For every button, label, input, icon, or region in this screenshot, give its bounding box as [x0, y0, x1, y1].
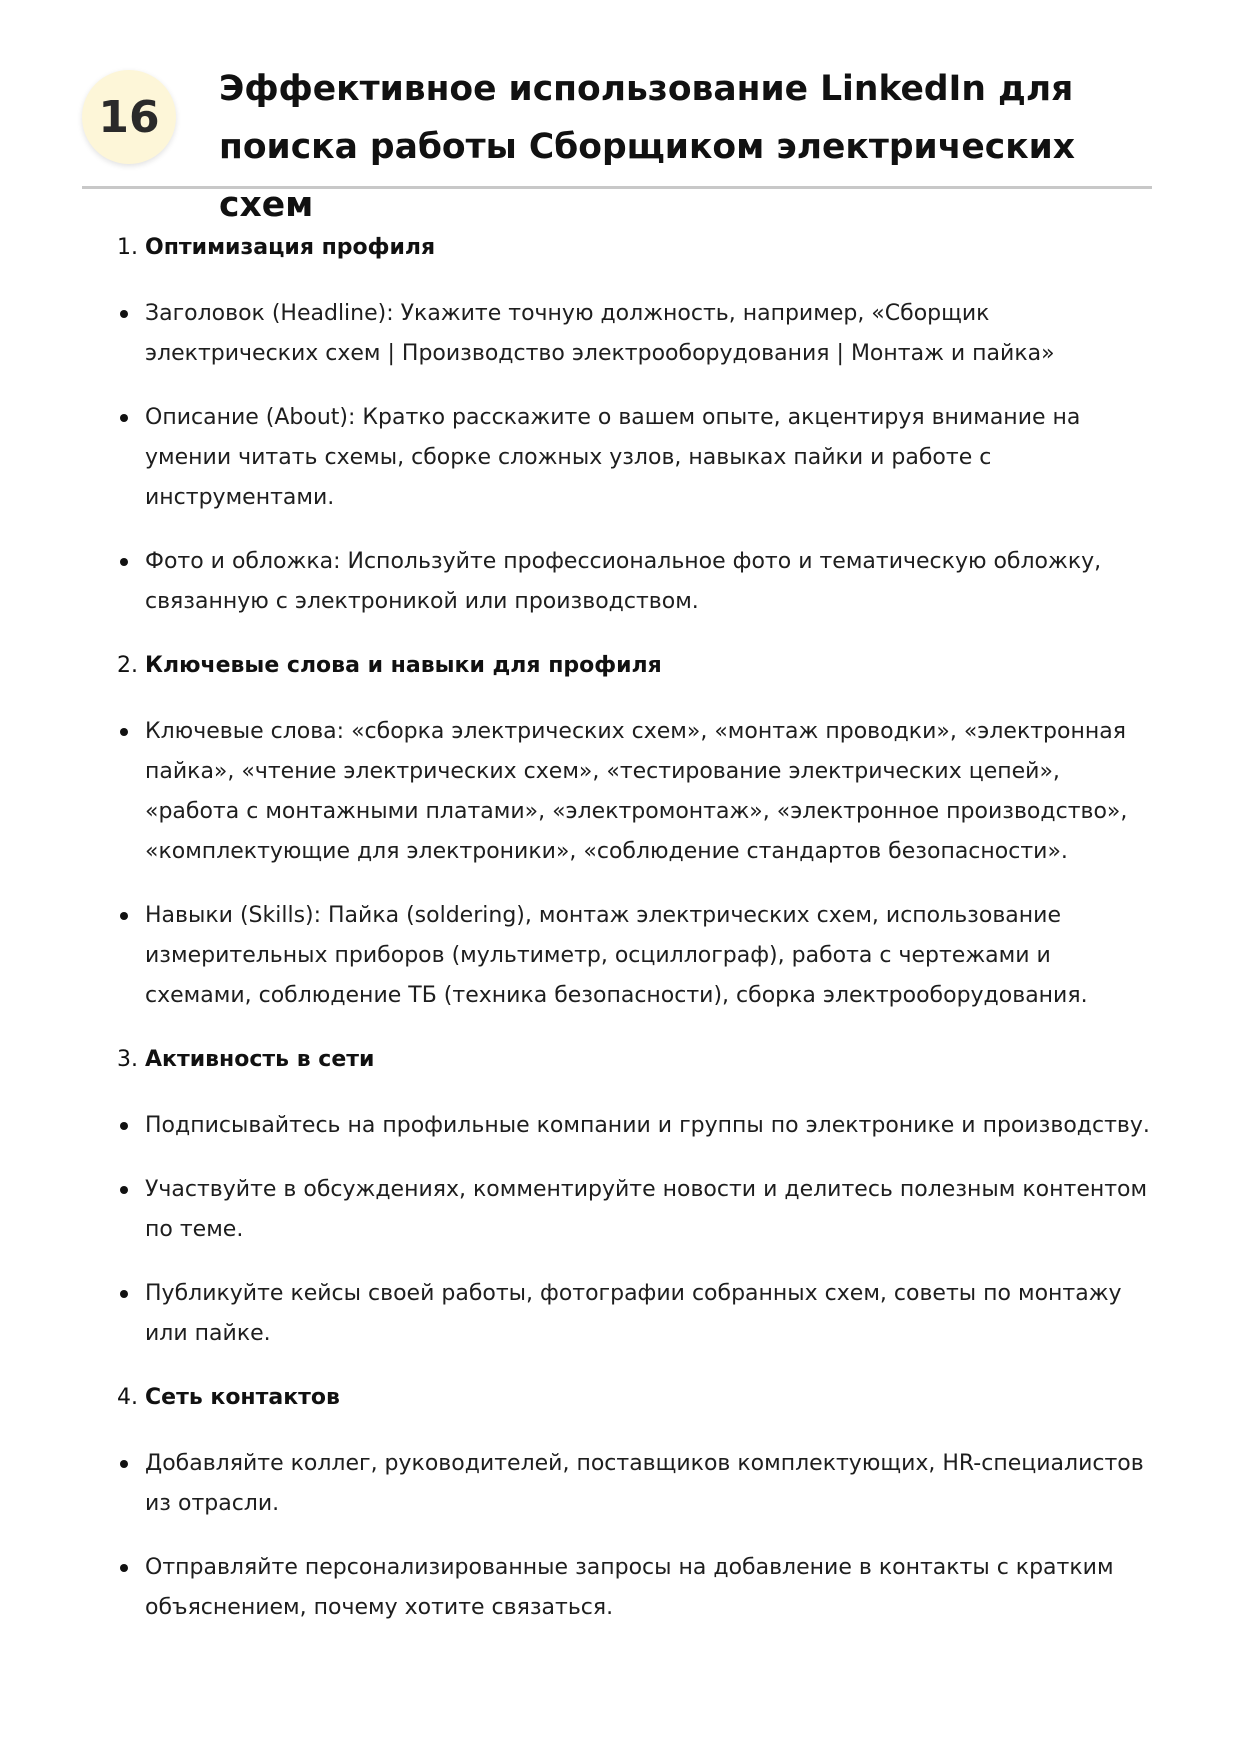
section-heading-text: Активность в сети [145, 1047, 375, 1072]
bullet-icon [120, 1186, 128, 1194]
section-profile-optimization [117, 228, 1155, 622]
list-item-text: Заголовок (Headline): Укажите точную должность, например, «Сборщик электрических схем | Производство электрооборудования | Монтаж и пайка» [145, 301, 1055, 366]
bullet-icon [120, 1564, 128, 1572]
list-item-text: Добавляйте коллег, руководителей, поставщиков комплектующих, HR-специалистов из отрасли. [145, 1451, 1144, 1516]
section-heading [117, 228, 1155, 268]
section-heading [117, 1040, 1155, 1080]
list-item [145, 542, 1155, 622]
list-item [145, 1548, 1155, 1628]
list-item [145, 398, 1155, 518]
chapter-header [82, 60, 1152, 225]
list-item [145, 294, 1155, 374]
list-item-text: Описание (About): Кратко расскажите о вашем опыте, акцентируя внимание на умении читать схемы, сборке сложных узлов, навыках пайки и работе с инструментами. [145, 405, 1081, 510]
section-keywords-skills [117, 646, 1155, 1016]
section-heading-text: Сеть контактов [145, 1385, 340, 1410]
list-item [145, 896, 1155, 1016]
document-body [117, 228, 1155, 1652]
list-item-text: Публикуйте кейсы своей работы, фотографии собранных схем, советы по монтажу или пайке. [145, 1281, 1122, 1346]
section-network-activity [117, 1040, 1155, 1354]
page-title: Эффективное использование LinkedIn для поиска работы Сборщиком электрических схем [219, 69, 1076, 225]
section-heading-text: Ключевые слова и навыки для профиля [145, 653, 662, 678]
section-heading [117, 1378, 1155, 1418]
list-item-text: Отправляйте персонализированные запросы на добавление в контакты с кратким объяснением, почему хотите связаться. [145, 1555, 1114, 1620]
bullet-icon [120, 414, 128, 422]
section-number: 1. [117, 235, 138, 260]
list-item [145, 1106, 1155, 1146]
bullet-icon [120, 1290, 128, 1298]
list-item [145, 1274, 1155, 1354]
list-item [145, 1444, 1155, 1524]
list-item [145, 1170, 1155, 1250]
section-number: 2. [117, 653, 138, 678]
section-number: 4. [117, 1385, 138, 1410]
list-item-text: Навыки (Skills): Пайка (soldering), монтаж электрических схем, использование измерительных приборов (мультиметр, осциллограф), работа с чертежами и схемами, соблюдение ТБ (техника безопасности), сборка электрооборудования. [145, 903, 1088, 1008]
section-contacts-network [117, 1378, 1155, 1628]
list-item [145, 712, 1155, 872]
chapter-number-badge: 16 [82, 70, 176, 164]
list-item-text: Подписывайтесь на профильные компании и группы по электронике и производству. [145, 1113, 1150, 1138]
bullet-icon [120, 1122, 128, 1130]
bullet-icon [120, 728, 128, 736]
list-item-text: Ключевые слова: «сборка электрических схем», «монтаж проводки», «электронная пайка», «чтение электрических схем», «тестирование электрических цепей», «работа с монтажными платами», «электромонтаж», «электронное производство», «комплектующие для электроники», «соблюдение стандартов безопасности». [145, 719, 1128, 864]
list-item-text: Фото и обложка: Используйте профессиональное фото и тематическую обложку, связанную с электроникой или производством. [145, 549, 1102, 614]
section-heading-text: Оптимизация профиля [145, 235, 436, 260]
section-heading [117, 646, 1155, 686]
section-number: 3. [117, 1047, 138, 1072]
bullet-icon [120, 310, 128, 318]
list-item-text: Участвуйте в обсуждениях, комментируйте новости и делитесь полезным контентом по теме. [145, 1177, 1148, 1242]
bullet-icon [120, 558, 128, 566]
bullet-icon [120, 1460, 128, 1468]
bullet-icon [120, 912, 128, 920]
